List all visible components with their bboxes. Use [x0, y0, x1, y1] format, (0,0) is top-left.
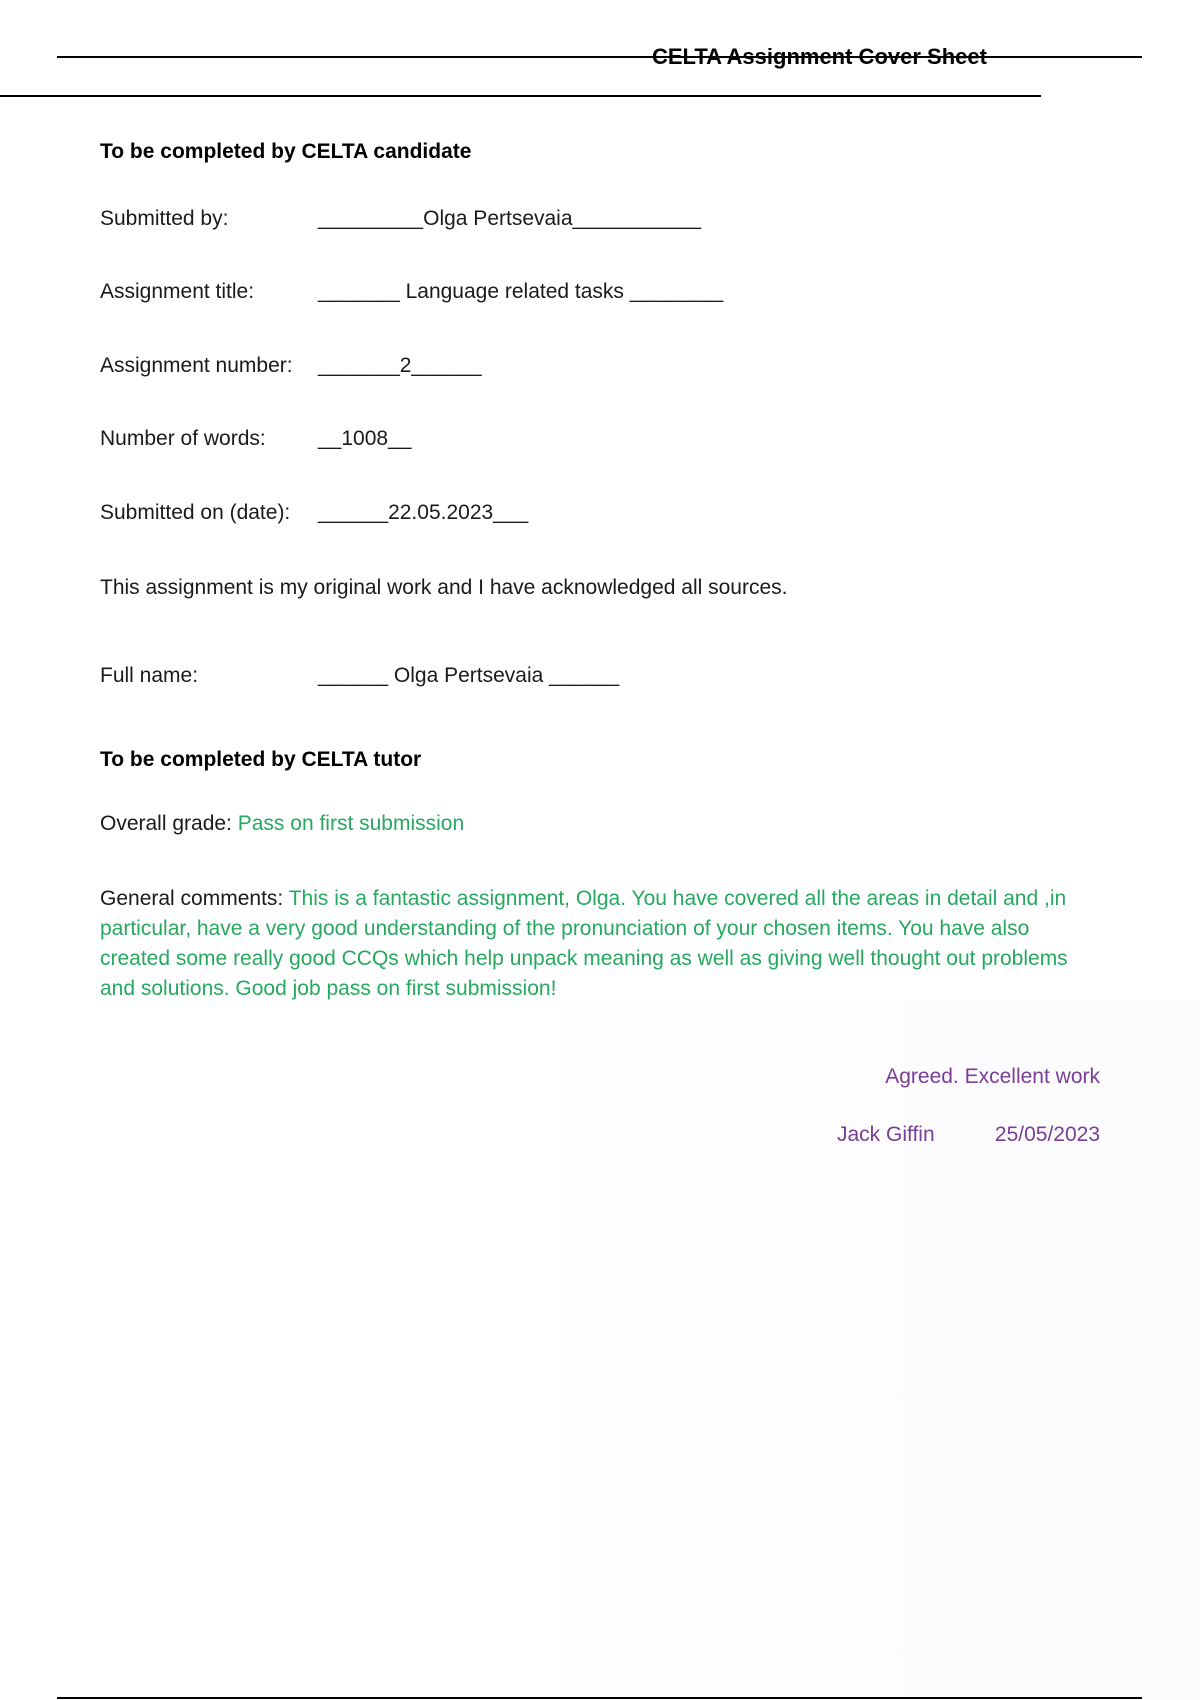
- submitted-on-value: ______22.05.2023___: [318, 501, 529, 524]
- submitted-by-value: _________Olga Pertsevaia___________: [318, 207, 701, 230]
- candidate-section-heading: To be completed by CELTA candidate: [100, 140, 472, 163]
- submitted-on-label: Submitted on (date):: [100, 501, 291, 524]
- submitted-by-label: Submitted by:: [100, 207, 229, 230]
- overall-grade-label: Overall grade:: [100, 812, 232, 835]
- overall-grade: [100, 812, 464, 836]
- moderator-date: 25/05/2023: [994, 1123, 1100, 1146]
- general-comments-value: This is a fantastic assignment, Olga. You have covered all the areas in detail and ,in particular, have a very good understanding of the pronunciation of your chosen items. You have also created some really good CCQs which help unpack meaning as well as giving well thought out problems and solutions. Good job pass on first submission!: [100, 887, 1068, 1000]
- tutor-section-heading: To be completed by CELTA tutor: [100, 748, 422, 771]
- overall-grade-value: Pass on first submission: [237, 812, 465, 835]
- assignment-title-value: _______ Language related tasks ________: [318, 280, 724, 303]
- declaration-text: This assignment is my original work and I have acknowledged all sources.: [100, 576, 788, 599]
- moderator-comment: Agreed. Excellent work: [885, 1065, 1100, 1088]
- page-title: CELTA Assignment Cover Sheet: [652, 44, 987, 69]
- assignment-number-label: Assignment number:: [100, 354, 293, 377]
- number-of-words-value: __1008__: [318, 427, 412, 450]
- general-comments-label: General comments:: [100, 887, 284, 910]
- full-name-value: ______ Olga Pertsevaia ______: [318, 664, 620, 687]
- footer-rule: [57, 1697, 1142, 1699]
- moderator-name: Jack Giffin: [837, 1123, 935, 1146]
- assignment-title-label: Assignment title:: [100, 280, 255, 303]
- general-comments: [100, 884, 1090, 1004]
- assignment-number-value: _______2______: [318, 354, 482, 377]
- number-of-words-label: Number of words:: [100, 427, 266, 450]
- header-bottom-rule: [0, 95, 1041, 97]
- page-background: [490, 1000, 1200, 1700]
- full-name-label: Full name:: [100, 664, 199, 687]
